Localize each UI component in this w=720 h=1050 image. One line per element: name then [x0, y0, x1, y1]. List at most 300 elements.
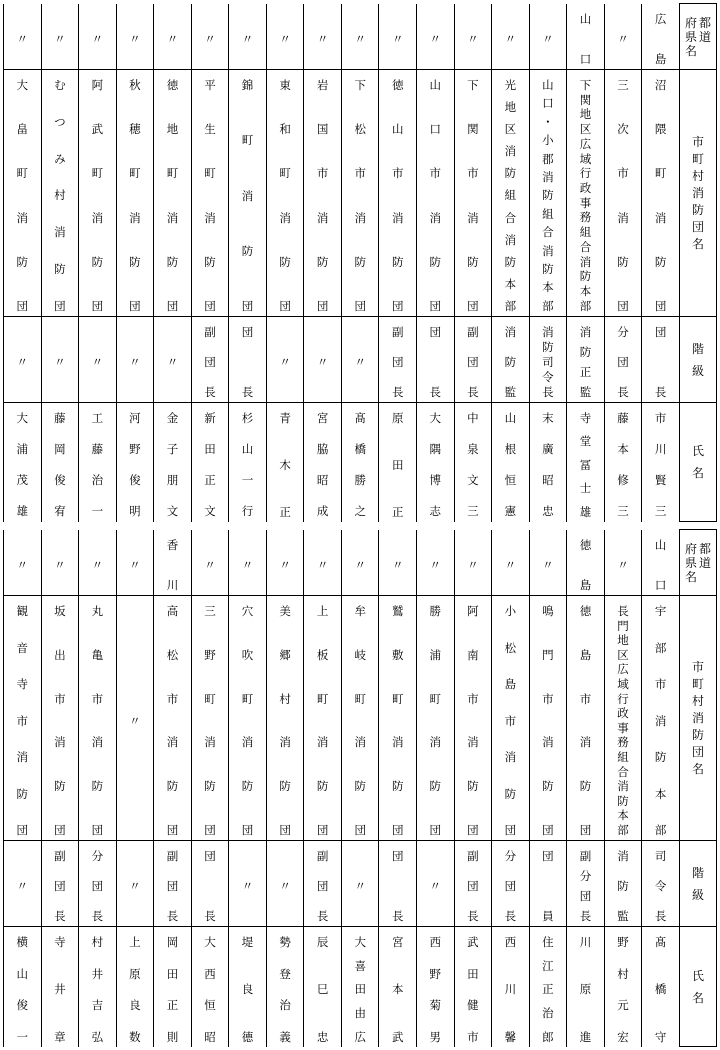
name-text: 末 廣 昭 忠	[542, 411, 554, 519]
rank-text: 〃	[91, 355, 104, 369]
team-cell	[79, 70, 117, 317]
rank-cell	[4, 317, 42, 403]
rank-cell	[529, 841, 567, 927]
team-text: 下 関 市 消 防 団	[467, 78, 479, 313]
name-text: 住 江 正 治 郎	[542, 935, 554, 1044]
team-cell	[41, 70, 79, 317]
name-text: 工 藤 治 一	[91, 411, 104, 519]
rank-cell	[266, 841, 304, 927]
prefecture-cell	[604, 4, 642, 70]
rank-text: 〃	[279, 355, 291, 369]
prefecture-cell	[266, 4, 304, 70]
prefecture-cell	[304, 530, 342, 596]
name-cell	[229, 927, 267, 1047]
rank-cell	[642, 317, 680, 403]
prefecture-cell	[642, 530, 680, 596]
team-cell	[341, 596, 379, 841]
prefecture-text: 〃	[241, 31, 254, 46]
team-text: 勝 浦 町 消 防 団	[429, 604, 442, 837]
rank-cell	[341, 841, 379, 927]
prefecture-text: 山 口	[579, 11, 592, 66]
prefecture-text: 〃	[279, 31, 291, 46]
prefecture-cell	[191, 4, 229, 70]
rank-header: 階 級	[680, 317, 717, 403]
team-cell	[642, 70, 680, 317]
team-header: 市 町 村 消 防 団 名	[680, 596, 717, 841]
rank-cell	[529, 317, 567, 403]
prefecture-cell	[116, 530, 154, 596]
prefecture-text: 〃	[204, 31, 216, 46]
rank-cell	[79, 317, 117, 403]
name-text: 山 根 恒 憲	[504, 411, 517, 519]
team-cell	[229, 70, 267, 317]
name-text: 野 村 元 宏	[617, 935, 629, 1044]
name-text: 武 田 健 市	[467, 935, 479, 1044]
prefecture-text: 〃	[129, 31, 141, 46]
team-text: 平 生 町 消 防 団	[204, 78, 216, 313]
prefecture-header-col-0: 都 道	[699, 15, 712, 44]
team-cell	[379, 70, 417, 317]
name-cell	[266, 927, 304, 1047]
team-cell	[454, 70, 492, 317]
name-text: 辰 巳 忠	[316, 935, 329, 1044]
prefecture-text: 〃	[54, 31, 66, 46]
team-cell	[567, 596, 605, 841]
team-text: 阿 武 町 消 防 団	[91, 78, 104, 313]
prefecture-cell	[229, 4, 267, 70]
team-text: 阿 南 市 消 防 団	[467, 604, 479, 837]
rank-cell	[229, 317, 267, 403]
name-cell	[4, 927, 42, 1047]
name-cell	[567, 927, 605, 1047]
rank-cell	[454, 317, 492, 403]
prefecture-text: 〃	[504, 557, 517, 572]
team-text: 秋 穂 町 消 防 団	[129, 78, 141, 313]
name-cell	[191, 927, 229, 1047]
name-cell	[642, 403, 680, 522]
rank-cell	[341, 317, 379, 403]
team-cell	[41, 596, 79, 841]
prefecture-text: 〃	[16, 557, 29, 572]
rank-text: 〃	[241, 879, 254, 893]
team-text: 徳 地 町 消 防 団	[166, 78, 179, 313]
rank-text: 〃	[54, 355, 66, 369]
rank-text: 消 防 司 令 長	[542, 325, 554, 399]
rank-cell	[154, 841, 192, 927]
team-cell	[492, 596, 530, 841]
prefecture-cell	[4, 530, 42, 596]
name-text: 堤 良 德	[241, 935, 254, 1044]
name-cell	[4, 403, 42, 522]
team-text: 錦 町 消 防 団	[241, 78, 254, 313]
prefecture-cell	[379, 4, 417, 70]
rank-cell	[417, 317, 455, 403]
name-cell	[79, 403, 117, 522]
team-text: 宇 部 市 消 防 本 部	[654, 604, 667, 837]
team-cell	[304, 70, 342, 317]
name-cell	[191, 403, 229, 522]
prefecture-cell	[454, 4, 492, 70]
rank-text: 副 分 団 長	[579, 849, 592, 923]
prefecture-text: 〃	[617, 31, 629, 46]
team-text: 山 口 市 消 防 団	[429, 78, 442, 313]
rank-cell	[604, 841, 642, 927]
name-header: 氏 名	[680, 403, 717, 522]
prefecture-text: 〃	[91, 557, 104, 572]
team-cell	[4, 596, 42, 841]
prefecture-cell	[266, 530, 304, 596]
team-text: 穴 吹 町 消 防 団	[241, 604, 254, 837]
prefecture-cell	[341, 530, 379, 596]
name-cell	[417, 403, 455, 522]
prefecture-cell	[567, 4, 605, 70]
name-cell	[229, 403, 267, 522]
personnel-table-2	[3, 529, 717, 1047]
prefecture-cell	[492, 530, 530, 596]
prefecture-cell	[154, 4, 192, 70]
prefecture-cell	[492, 4, 530, 70]
rank-text: 副 団 長	[166, 849, 179, 923]
name-text: 寺 井 章	[54, 935, 66, 1044]
rank-cell	[154, 317, 192, 403]
prefecture-text: 〃	[16, 31, 29, 46]
rank-cell	[604, 317, 642, 403]
name-text: 西 川 馨	[504, 935, 517, 1044]
prefecture-cell	[529, 4, 567, 70]
team-cell	[529, 70, 567, 317]
prefecture-text: 〃	[542, 557, 554, 572]
team-text: 沼 隈 町 消 防 団	[654, 78, 667, 313]
name-cell	[379, 403, 417, 522]
rank-text: 〃	[166, 355, 179, 369]
name-text: 宮 本 武	[391, 935, 404, 1044]
name-text: 青 木 正	[279, 411, 291, 519]
prefecture-text: 〃	[429, 557, 442, 572]
team-text: 坂 出 市 消 防 団	[54, 604, 66, 837]
team-cell	[116, 596, 154, 841]
team-text: 下 関 地 区 広 域 行 政 事 務 組 合 消 防 本 部	[579, 78, 592, 313]
team-cell	[604, 70, 642, 317]
prefecture-cell	[379, 530, 417, 596]
team-cell	[454, 596, 492, 841]
rank-row	[4, 317, 717, 403]
rank-text: 消 防 正 監	[579, 325, 592, 399]
prefecture-text: 〃	[204, 557, 216, 572]
team-text: 牟 岐 町 消 防 団	[354, 604, 366, 837]
name-text: 大 浦 茂 雄	[16, 411, 29, 519]
prefecture-text: 〃	[91, 31, 104, 46]
prefecture-text: 〃	[354, 31, 366, 46]
rank-text: 団 長	[654, 325, 667, 399]
rank-cell	[417, 841, 455, 927]
rank-cell	[266, 317, 304, 403]
prefecture-text: 〃	[617, 557, 629, 572]
rank-text: 副 団 長	[204, 325, 216, 399]
rank-cell	[229, 841, 267, 927]
name-cell	[454, 927, 492, 1047]
rank-text: 〃	[279, 879, 291, 893]
name-header: 氏 名	[680, 927, 717, 1047]
rank-text: 司 令 長	[654, 849, 667, 923]
name-row	[4, 403, 717, 522]
rank-cell	[116, 841, 154, 927]
prefecture-cell	[417, 530, 455, 596]
prefecture-cell	[79, 530, 117, 596]
prefecture-cell	[417, 4, 455, 70]
prefecture-text: 〃	[354, 557, 366, 572]
prefecture-cell	[229, 530, 267, 596]
rank-text: 副 団 長	[316, 849, 329, 923]
rank-text: 〃	[16, 355, 29, 369]
team-text: 三 野 町 消 防 団	[204, 604, 216, 837]
team-cell	[341, 70, 379, 317]
name-cell	[304, 927, 342, 1047]
rank-cell	[567, 841, 605, 927]
prefecture-header	[680, 4, 717, 70]
name-cell	[341, 927, 379, 1047]
name-text: 大 隅 博 志	[429, 411, 442, 519]
prefecture-text: 徳 島	[579, 537, 592, 592]
name-cell	[379, 927, 417, 1047]
rank-cell	[492, 841, 530, 927]
rank-text: 分 団 長	[91, 849, 104, 923]
team-cell	[492, 70, 530, 317]
team-cell	[529, 596, 567, 841]
team-cell	[266, 70, 304, 317]
team-cell	[191, 596, 229, 841]
rank-text: 副 団 長	[391, 325, 404, 399]
rank-cell	[492, 317, 530, 403]
team-text: 岩 国 市 消 防 団	[316, 78, 329, 313]
rank-cell	[379, 841, 417, 927]
name-text: 大 喜 田 由 広	[354, 935, 366, 1044]
name-cell	[604, 927, 642, 1047]
prefecture-text: 〃	[542, 31, 554, 46]
prefecture-cell	[454, 530, 492, 596]
name-cell	[567, 403, 605, 522]
prefecture-text: 〃	[54, 557, 66, 572]
rank-cell	[41, 317, 79, 403]
prefecture-cell	[154, 530, 192, 596]
team-cell	[4, 70, 42, 317]
name-text: 横 山 俊 一	[16, 935, 29, 1044]
rank-cell	[642, 841, 680, 927]
team-cell	[116, 70, 154, 317]
team-text: 徳 山 市 消 防 団	[391, 78, 404, 313]
rank-text: 団 長	[391, 849, 404, 923]
name-text: 中 泉 文 三	[467, 411, 479, 519]
name-text: 大 西 恒 昭	[204, 935, 216, 1044]
prefecture-text: 〃	[467, 31, 479, 46]
name-cell	[116, 403, 154, 522]
name-text: 杉 山 一 行	[241, 411, 254, 519]
rank-text: 団 長	[204, 849, 216, 923]
rank-cell	[304, 317, 342, 403]
team-cell	[154, 70, 192, 317]
name-cell	[116, 927, 154, 1047]
name-cell	[604, 403, 642, 522]
prefecture-cell	[4, 4, 42, 70]
name-text: 上 原 良 数	[129, 935, 141, 1044]
prefecture-text: 〃	[316, 557, 329, 572]
name-cell	[529, 927, 567, 1047]
team-text: 丸 亀 市 消 防 団	[91, 604, 104, 837]
prefecture-text: 〃	[429, 31, 442, 46]
name-cell	[417, 927, 455, 1047]
name-cell	[492, 927, 530, 1047]
rank-text: 〃	[354, 355, 366, 369]
rank-cell	[379, 317, 417, 403]
team-cell	[191, 70, 229, 317]
name-cell	[266, 403, 304, 522]
name-text: 新 田 正 文	[204, 411, 216, 519]
rank-text: 〃	[129, 355, 141, 369]
prefecture-header-col-1: 府 県 名	[684, 541, 697, 584]
team-cell	[229, 596, 267, 841]
rank-cell	[116, 317, 154, 403]
rank-text: 〃	[16, 879, 29, 893]
team-cell	[642, 596, 680, 841]
name-cell	[154, 403, 192, 522]
team-text: 東 和 町 消 防 団	[279, 78, 291, 313]
team-row	[4, 70, 717, 317]
name-text: 原 田 正	[391, 411, 404, 519]
prefecture-text: 〃	[279, 557, 291, 572]
name-cell	[79, 927, 117, 1047]
prefecture-header-col-0: 都 道	[699, 541, 712, 570]
prefecture-cell	[604, 530, 642, 596]
rank-text: 分 団 長	[617, 325, 629, 399]
prefecture-cell	[191, 530, 229, 596]
name-cell	[41, 927, 79, 1047]
name-text: 宮 脇 昭 成	[316, 411, 329, 519]
team-cell	[266, 596, 304, 841]
name-text: 河 野 俊 明	[129, 411, 141, 519]
prefecture-cell	[642, 4, 680, 70]
team-text: 高 松 市 消 防 団	[166, 604, 179, 837]
team-text: 上 板 町 消 防 団	[316, 604, 329, 837]
name-text: 川 原 進	[579, 935, 592, 1044]
rank-text: 〃	[316, 355, 329, 369]
prefecture-text: 〃	[391, 557, 404, 572]
prefecture-row	[4, 4, 717, 70]
prefecture-text: 〃	[391, 31, 404, 46]
prefecture-row	[4, 530, 717, 596]
team-row	[4, 596, 717, 841]
rank-text: 〃	[354, 879, 366, 893]
team-text: 美 郷 村 消 防 団	[279, 604, 291, 837]
team-cell	[417, 596, 455, 841]
name-text: 勢 登 治 義	[279, 935, 291, 1044]
prefecture-text: 〃	[166, 31, 179, 46]
name-cell	[454, 403, 492, 522]
rank-row	[4, 841, 717, 927]
rank-cell	[454, 841, 492, 927]
rank-cell	[41, 841, 79, 927]
prefecture-header	[680, 530, 717, 596]
prefecture-cell	[529, 530, 567, 596]
team-cell	[379, 596, 417, 841]
rank-text: 副 団 長	[467, 325, 479, 399]
prefecture-cell	[41, 4, 79, 70]
team-header: 市 町 村 消 防 団 名	[680, 70, 717, 317]
team-text: 長 門 地 区 広 域 行 政 事 務 組 合 消 防 本 部	[617, 604, 629, 837]
name-cell	[41, 403, 79, 522]
name-row	[4, 927, 717, 1047]
name-text: 岡 田 正 則	[166, 935, 179, 1044]
team-text: 三 次 市 消 防 団	[617, 78, 629, 313]
prefecture-header-col-1: 府 県 名	[684, 15, 697, 58]
rank-text: 副 団 長	[54, 849, 66, 923]
prefecture-text: 広 島	[654, 11, 667, 66]
name-cell	[529, 403, 567, 522]
team-text: 小 松 島 市 消 防 団	[504, 604, 517, 837]
team-text: 鷲 敷 町 消 防 団	[391, 604, 404, 837]
team-cell	[567, 70, 605, 317]
name-text: 藤 岡 俊 宥	[54, 411, 66, 519]
rank-cell	[304, 841, 342, 927]
prefecture-cell	[116, 4, 154, 70]
rank-text: 分 団 長	[504, 849, 517, 923]
team-cell	[417, 70, 455, 317]
prefecture-text: 〃	[467, 557, 479, 572]
rank-cell	[79, 841, 117, 927]
prefecture-text: 〃	[241, 557, 254, 572]
team-text: 〃	[129, 713, 141, 728]
name-text: 髙 橋 勝 之	[354, 411, 366, 519]
team-text: 徳 島 市 消 防 団	[579, 604, 592, 837]
name-cell	[341, 403, 379, 522]
rank-header: 階 級	[680, 841, 717, 927]
rank-text: 消 防 監	[504, 325, 517, 399]
name-text: 髙 橋 守	[654, 935, 667, 1044]
team-cell	[79, 596, 117, 841]
rank-cell	[191, 317, 229, 403]
team-text: 観 音 寺 市 消 防 団	[16, 604, 29, 837]
team-text: 山 口 ・ 小 郡 消 防 組 合 消 防 本 部	[542, 78, 554, 313]
rank-text: 団 長	[429, 325, 442, 399]
rank-text: 〃	[429, 879, 442, 893]
name-cell	[492, 403, 530, 522]
rank-text: 〃	[129, 879, 141, 893]
team-text: 大 畠 町 消 防 団	[16, 78, 29, 313]
prefecture-text: 山 口	[654, 537, 667, 592]
prefecture-cell	[41, 530, 79, 596]
personnel-table-1	[3, 3, 717, 522]
name-text: 市 川 賢 三	[654, 411, 667, 519]
rank-text: 団 長	[241, 325, 254, 399]
team-text: む つ み 村 消 防 団	[54, 78, 66, 313]
team-text: 下 松 市 消 防 団	[354, 78, 366, 313]
rank-cell	[567, 317, 605, 403]
team-cell	[304, 596, 342, 841]
rank-text: 団 員	[542, 849, 554, 923]
name-text: 村 井 吉 弘	[91, 935, 104, 1044]
team-cell	[604, 596, 642, 841]
name-text: 西 野 菊 男	[429, 935, 442, 1044]
team-text: 光 地 区 消 防 組 合 消 防 本 部	[504, 78, 517, 313]
rank-cell	[191, 841, 229, 927]
name-text: 藤 本 修 三	[617, 411, 629, 519]
prefecture-text: 〃	[504, 31, 517, 46]
name-text: 寺 堂 冨 士 雄	[579, 411, 592, 519]
rank-cell	[4, 841, 42, 927]
prefecture-cell	[341, 4, 379, 70]
prefecture-cell	[567, 530, 605, 596]
prefecture-text: 〃	[129, 557, 141, 572]
rank-text: 副 団 長	[467, 849, 479, 923]
team-text: 鳴 門 市 消 防 団	[542, 604, 554, 837]
